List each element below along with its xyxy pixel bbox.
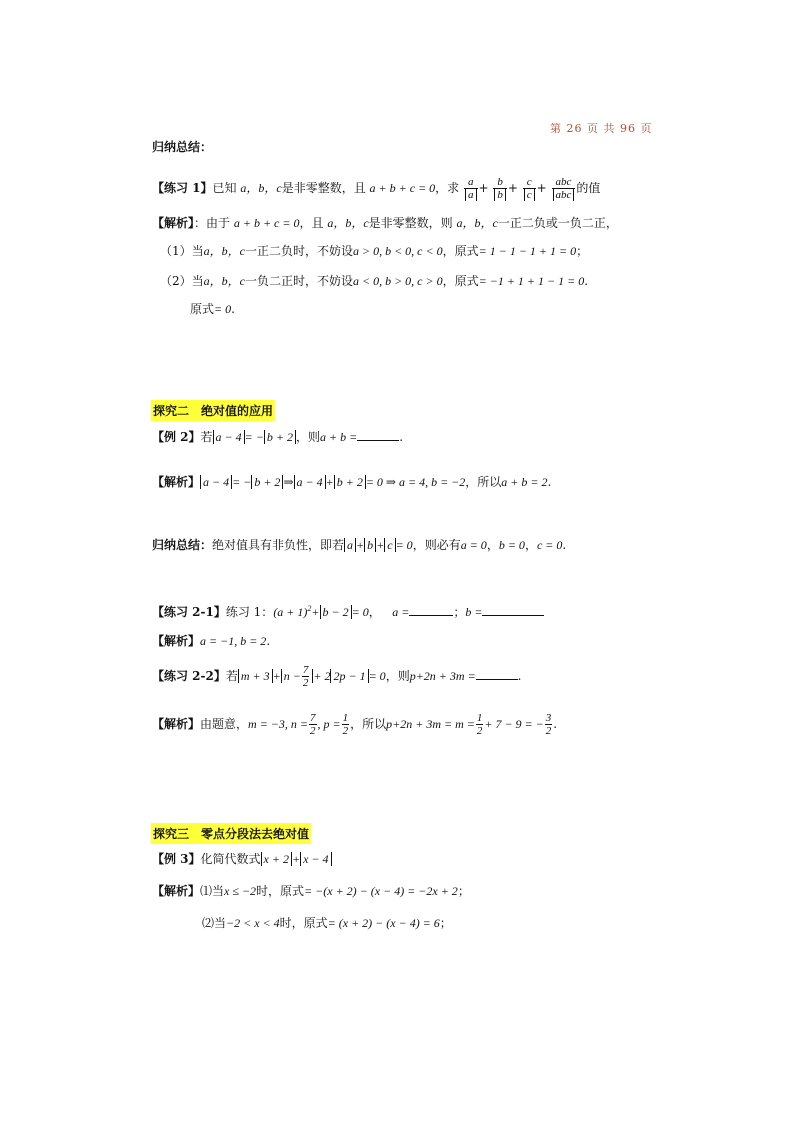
example-3 — [152, 852, 332, 866]
fraction — [545, 712, 553, 737]
case-2 — [160, 274, 588, 288]
abs-value: x − 4 — [300, 852, 331, 866]
solution-3-case-1 — [152, 884, 470, 898]
solution-2-1 — [152, 634, 270, 648]
case-1 — [160, 244, 588, 258]
frac-num: abc — [555, 176, 572, 188]
text: ，所以 — [465, 475, 502, 489]
fraction — [552, 176, 576, 201]
answer-blank-a[interactable] — [409, 605, 453, 616]
exercise-label: 【练习 1】 — [152, 181, 213, 195]
summary-2: 归纳总结：绝对值具有非负性，即若 a + b + c = 0，则必有a = 0，b = 0，c = 0. — [152, 538, 567, 552]
exponent: 2 — [307, 604, 312, 613]
text: ， — [486, 538, 499, 552]
fraction — [523, 176, 536, 201]
solution-2-2 — [152, 712, 557, 737]
math-result: a = −1, b = 2 — [200, 634, 267, 648]
frac-den: 2 — [302, 677, 309, 689]
math: p+2n + 3m = m = — [386, 717, 475, 731]
frac-num: c — [526, 176, 532, 188]
math: p+2n + 3m = — [409, 669, 476, 683]
text: 一正二负时，不妨设 — [244, 244, 353, 258]
text: ⑵当 — [202, 916, 227, 930]
text: 一负二正时，不妨设 — [244, 274, 353, 288]
abs-value: m + 3 — [238, 669, 273, 683]
abs-value — [281, 664, 314, 689]
final-result — [190, 302, 235, 316]
exercise-1: 【练习 1】已知 a，b，c是非零整数，且 a + b + c = 0，求 $\frac{a}{a}$ + $\frac{b}{b}$ + $\frac{c}{c}$ + $\frac{\text{abc}}{\text{abc}}$ 的值 — [152, 176, 601, 201]
frac-den: a — [465, 189, 477, 201]
text: 是非零整数，则 — [368, 216, 453, 230]
abs-value: b + 2 — [334, 475, 366, 489]
page-number: 第 26 页 共 96 页 — [550, 122, 653, 135]
math: + — [291, 852, 301, 866]
frac-den: c — [524, 189, 535, 201]
text: . — [584, 274, 589, 288]
fraction — [342, 712, 350, 737]
text: 时，原式 — [279, 916, 328, 930]
abs-value: a − 4 — [294, 475, 326, 489]
text: ； — [439, 916, 452, 930]
text: . — [266, 634, 271, 648]
text: 已知 — [212, 181, 237, 195]
math: a = 0 — [460, 538, 487, 552]
abs-value: a − 4 — [213, 430, 245, 444]
math: c = 0 — [536, 538, 563, 552]
answer-blank[interactable] — [476, 669, 518, 680]
math-result: = 1 − 1 − 1 + 1 = 0 — [478, 244, 577, 258]
math-cond: a < 0, b > 0, c > 0 — [352, 274, 443, 288]
abs-value: b — [364, 538, 376, 552]
math-vars: a，b，c — [240, 181, 282, 195]
frac-den: 2 — [476, 725, 483, 737]
fraction — [302, 664, 310, 689]
frac-num: 7 — [310, 712, 316, 724]
text: . — [553, 717, 558, 731]
solution-1 — [152, 216, 618, 230]
text: 原式 — [190, 302, 215, 316]
math: = 0 — [351, 605, 369, 619]
math: + 2 — [313, 669, 331, 683]
abs-value: a − 4 — [200, 475, 232, 489]
text: ， — [524, 538, 537, 552]
text: ，原式 — [442, 244, 479, 258]
math: m = −3, n = — [248, 717, 308, 731]
text: ； — [453, 605, 466, 619]
math-vars: a，b，c — [203, 244, 245, 258]
text: ，则必有 — [412, 538, 461, 552]
math: + — [272, 669, 281, 683]
fraction — [476, 712, 484, 737]
answer-blank-b[interactable] — [482, 605, 544, 616]
math: = 0 — [368, 669, 386, 683]
text: . — [562, 538, 567, 552]
text: ，则 — [385, 669, 410, 683]
frac-den: 2 — [342, 725, 349, 737]
solution-3-case-2 — [202, 916, 452, 930]
math-result: = 0 — [214, 302, 232, 316]
example-label: 【例 3】 — [152, 852, 201, 866]
frac-num: b — [497, 176, 503, 188]
math-cond: a > 0, b < 0, c < 0 — [352, 244, 443, 258]
exercise-label: 【练习 2-2】 — [152, 669, 226, 683]
text: ⑴当 — [200, 884, 225, 898]
summary-label: 归纳总结： — [152, 140, 213, 154]
math: b = 0 — [498, 538, 525, 552]
math: = −(x + 2) − (x − 4) = −2x + 2 — [304, 884, 458, 898]
math-vars: a，b，c — [203, 274, 245, 288]
solution-label: 【解析】 — [152, 216, 195, 230]
text: . — [547, 475, 552, 489]
fraction — [464, 176, 478, 201]
solution-label: 【解析】 — [152, 717, 201, 731]
text: ， — [368, 605, 381, 619]
math: = 0 ⇒ a = 4, b = −2 — [365, 475, 466, 489]
text: ，原式 — [442, 274, 479, 288]
text: （1）当 — [160, 244, 204, 258]
fraction — [493, 176, 507, 201]
math: = − — [232, 475, 252, 489]
example-2 — [152, 430, 403, 444]
text: 是非零整数，且 — [281, 181, 366, 195]
math-cond: a + b + c = 0 — [369, 181, 436, 195]
abs-value: c — [384, 538, 395, 552]
text: 由题意， — [200, 717, 249, 731]
frac-den: 2 — [310, 725, 316, 737]
solution-2 — [152, 475, 551, 489]
frac-den: 2 — [545, 725, 552, 737]
math: = 0 — [395, 538, 413, 552]
math: , p = — [317, 717, 341, 731]
text: . — [231, 302, 235, 316]
math: + — [311, 605, 320, 619]
example-label: 【例 2】 — [152, 430, 201, 444]
text: ：由于 — [194, 216, 231, 230]
math-vars: a，b，c — [327, 216, 369, 230]
frac-num: 1 — [476, 712, 483, 724]
frac-num: a — [468, 176, 474, 188]
frac-num: 3 — [545, 712, 552, 724]
math: = − — [244, 430, 264, 444]
solution-label: 【解析】 — [152, 884, 201, 898]
exercise-2-2 — [152, 664, 522, 689]
frac-den: abc — [553, 189, 575, 201]
abs-value: x + 2 — [261, 852, 292, 866]
text: 练习 1： — [225, 605, 274, 619]
section-title: 探究二 绝对值的应用 — [151, 400, 275, 421]
solution-label: 【解析】 — [152, 634, 201, 648]
text: （2）当 — [160, 274, 204, 288]
answer-blank[interactable] — [357, 430, 399, 441]
math-result: = −1 + 1 + 1 − 1 = 0 — [478, 274, 585, 288]
summary-label: 归纳总结： — [152, 538, 213, 552]
math-result: a + b = 2 — [501, 475, 548, 489]
math-cond: −2 < x < 4 — [226, 916, 280, 930]
text: 化简代数式 — [200, 852, 261, 866]
abs-value: b + 2 — [251, 475, 283, 489]
abs-value: a — [344, 538, 356, 552]
math: a + b = — [319, 430, 358, 444]
solution-label: 【解析】 — [152, 475, 201, 489]
math-cond: a + b + c = 0 — [233, 216, 300, 230]
text: ，且 — [299, 216, 324, 230]
math: = (x + 2) − (x − 4) = 6 — [327, 916, 440, 930]
text: 时，原式 — [256, 884, 305, 898]
abs-value: 2p − 1 — [330, 669, 368, 683]
abs-value: b + 2 — [264, 430, 296, 444]
fraction — [309, 712, 317, 737]
math: n − — [283, 669, 301, 683]
text: 若 — [200, 430, 213, 444]
math: + — [325, 475, 334, 489]
exercise-label: 【练习 2-1】 — [152, 605, 226, 619]
text: 的值 — [576, 181, 601, 195]
math: b = — [465, 605, 483, 619]
frac-den: b — [494, 189, 506, 201]
text: 若 — [225, 669, 238, 683]
math: ⇒ — [283, 475, 294, 489]
exercise-2-1 — [152, 602, 544, 619]
frac-num: 1 — [342, 712, 349, 724]
text: ； — [457, 884, 470, 898]
math-cond: x ≤ −2 — [224, 884, 257, 898]
text: ，求 — [435, 181, 460, 195]
section-title: 探究三 零点分段法去绝对值 — [151, 823, 311, 844]
text: 绝对值具有非负性，即若 — [212, 538, 345, 552]
math: + 7 − 9 = − — [484, 717, 544, 731]
math: a = — [392, 605, 410, 619]
text: . — [399, 430, 404, 444]
text: . — [517, 669, 522, 683]
math-vars: a，b，c — [456, 216, 498, 230]
text: ，则 — [295, 430, 320, 444]
frac-num: 7 — [302, 664, 309, 676]
abs-value: b − 2 — [320, 605, 352, 619]
text: ； — [576, 244, 589, 258]
math: (a + 1) — [273, 605, 308, 619]
text: ，所以 — [350, 717, 387, 731]
text: 一正二负或一负二正， — [497, 216, 618, 230]
